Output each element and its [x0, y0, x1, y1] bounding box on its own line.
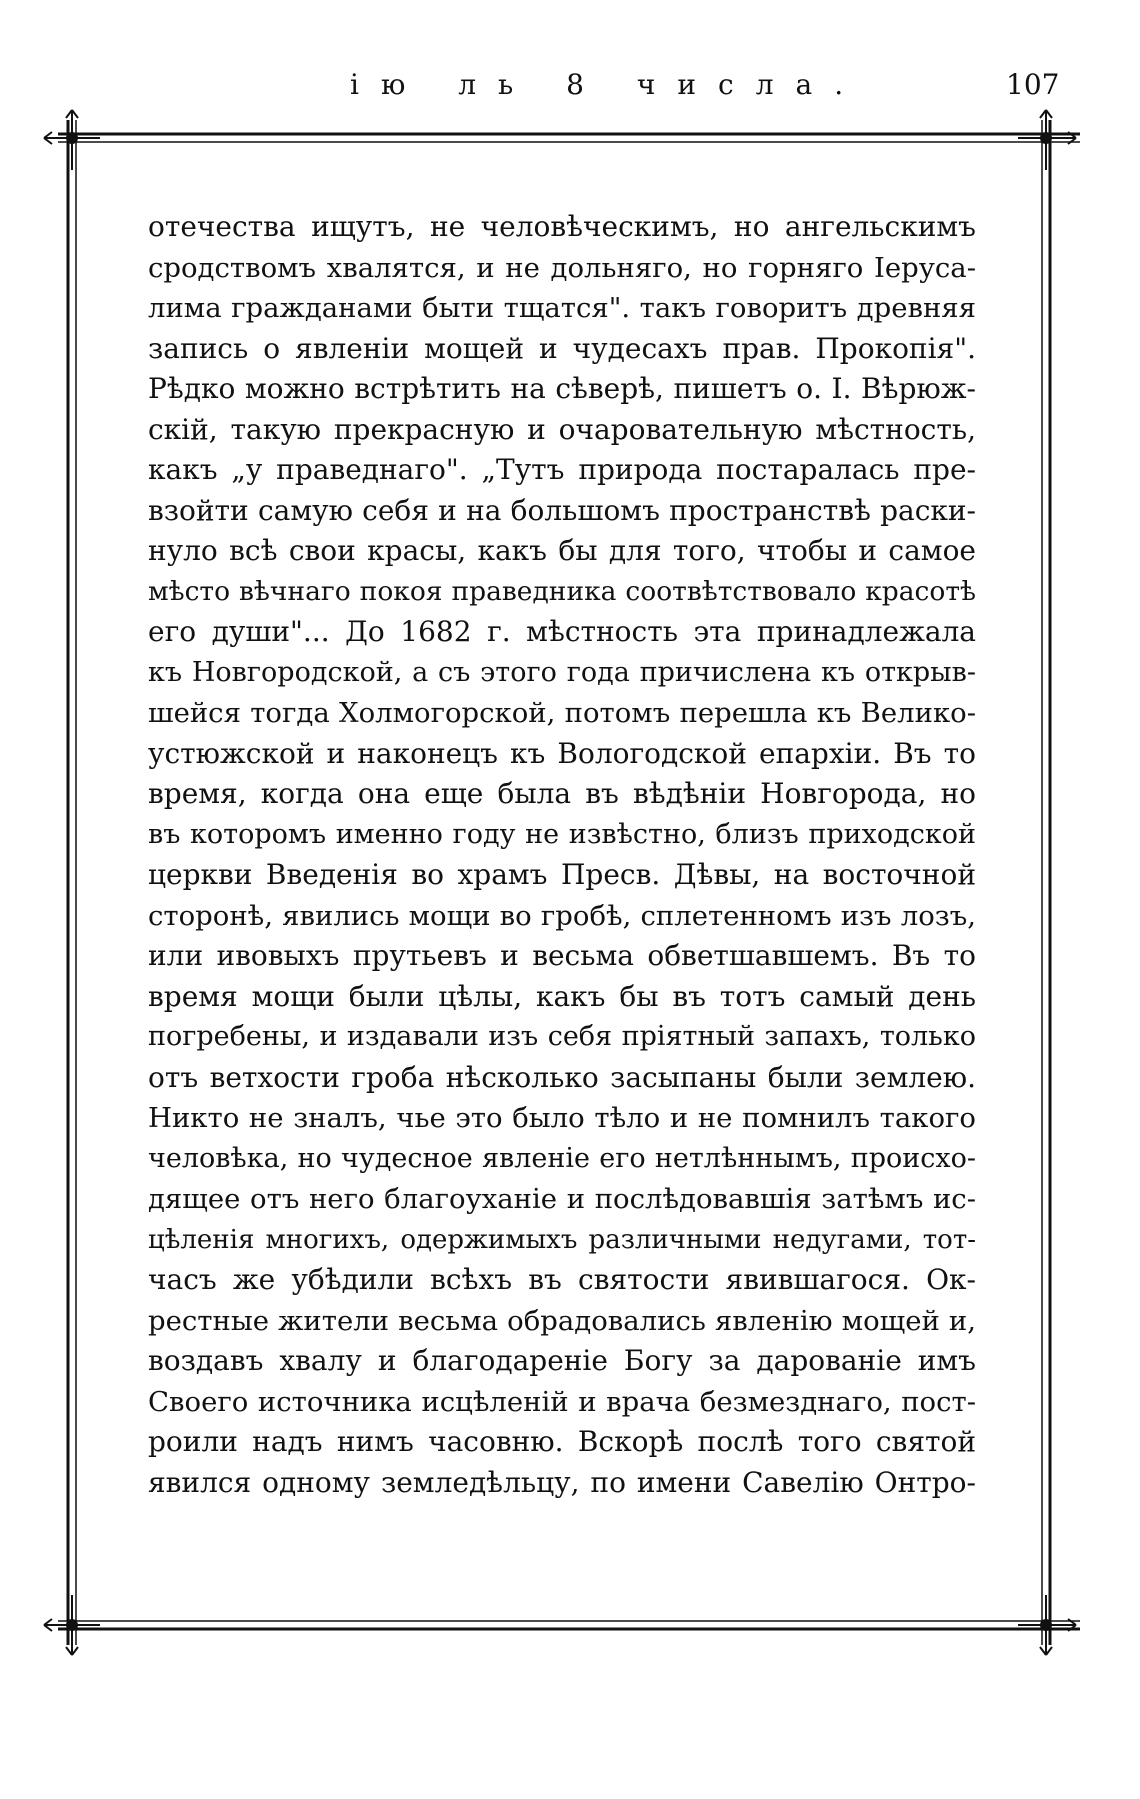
text-line: человѣка, но чудесное явленіе его нетлѣннымъ, происхо- [148, 1142, 976, 1174]
text-line: часъ же убѣдили всѣхъ въ святости явившагося. Ок- [148, 1263, 976, 1296]
text-line: взойти самую себя и на большомъ пространствѣ раски- [148, 493, 976, 527]
text-line: роили надъ нимъ часовню. Вскорѣ послѣ того святой [148, 1425, 976, 1458]
text-line: мѣсто вѣчнаго покоя праведника соотвѣтствовало красотѣ [148, 575, 976, 607]
text-line: погребены, и издавали изъ себя пріятный запахъ, только [148, 1021, 976, 1052]
text-line: лима гражданами быти тщатся". такъ говоритъ древняя [148, 292, 976, 324]
text-line: устюжской и наконецъ къ Вологодской епархіи. Въ то [148, 736, 976, 770]
text-line: или ивовыхъ прутьевъ и весьма обветшавшемъ. Въ то [148, 939, 976, 972]
text-line: дящее отъ него благоуханіе и послѣдовавшія затѣмъ ис- [148, 1183, 976, 1215]
corner-ornament-bottom-left [44, 1595, 100, 1655]
text-line: запись о явленіи мощей и чудесахъ прав. Прокопія". [148, 331, 976, 365]
text-line: явился одному земледѣльцу, по имени Савелію Онтро- [148, 1465, 976, 1499]
text-line: какъ „у праведнаго". „Тутъ природа постаралась пре- [148, 453, 976, 486]
text-line: цѣленія многихъ, одержимыхъ различными недугами, тот- [148, 1224, 976, 1255]
text-line: Никто не зналъ, чье это было тѣло и не помнилъ такого [148, 1102, 976, 1134]
text-line: отечества ищутъ, не человѣческимъ, но ангельскимъ [148, 210, 976, 243]
text-line: воздавъ хвалу и благодареніе Богу за дарованіе имъ [148, 1344, 976, 1377]
text-line: нуло всѣ свои красы, какъ бы для того, чтобы и самое [148, 534, 976, 567]
text-line: его души"... До 1682 г. мѣстность эта принадлежала [148, 615, 976, 648]
text-line: рестные жители весьма обрадовались явленію мощей и, [148, 1304, 976, 1337]
text-line: церкви Введенія во храмъ Пресв. Дѣвы, на восточной [148, 858, 976, 891]
text-line: Рѣдко можно встрѣтить на сѣверѣ, пишетъ о. І. Вѣрюж- [148, 372, 976, 405]
text-line: время мощи были цѣлы, какъ бы въ тотъ самый день [148, 979, 976, 1013]
text-line: время, когда она еще была въ вѣдѣніи Новгорода, но [148, 777, 976, 810]
corner-ornament-bottom-right [1018, 1595, 1076, 1655]
running-title: ію ль 8 числа. [350, 68, 866, 101]
text-line: сторонѣ, явились мощи во гробѣ, сплетенномъ изъ лозъ, [148, 899, 976, 932]
text-line: сродствомъ хвалятся, и не дольняго, но горняго Іеруса- [148, 251, 976, 284]
body-text [148, 207, 976, 1503]
text-line: Своего источника исцѣленій и врача безмезднаго, пост- [148, 1385, 976, 1418]
text-line: въ которомъ именно году не извѣстно, близъ приходской [148, 818, 976, 850]
text-line: отъ ветхости гроба нѣсколько засыпаны были землею. [148, 1060, 976, 1094]
corner-ornament-top-right [1018, 110, 1076, 170]
text-line: скій, такую прекрасную и очаровательную мѣстность, [148, 412, 976, 446]
text-line: шейся тогда Холмогорской, потомъ перешла къ Велико- [148, 697, 976, 729]
text-line: къ Новгородской, а съ этого года причислена къ открыв- [148, 656, 976, 688]
page-number: 107 [1006, 68, 1060, 101]
corner-ornament-top-left [44, 110, 100, 170]
